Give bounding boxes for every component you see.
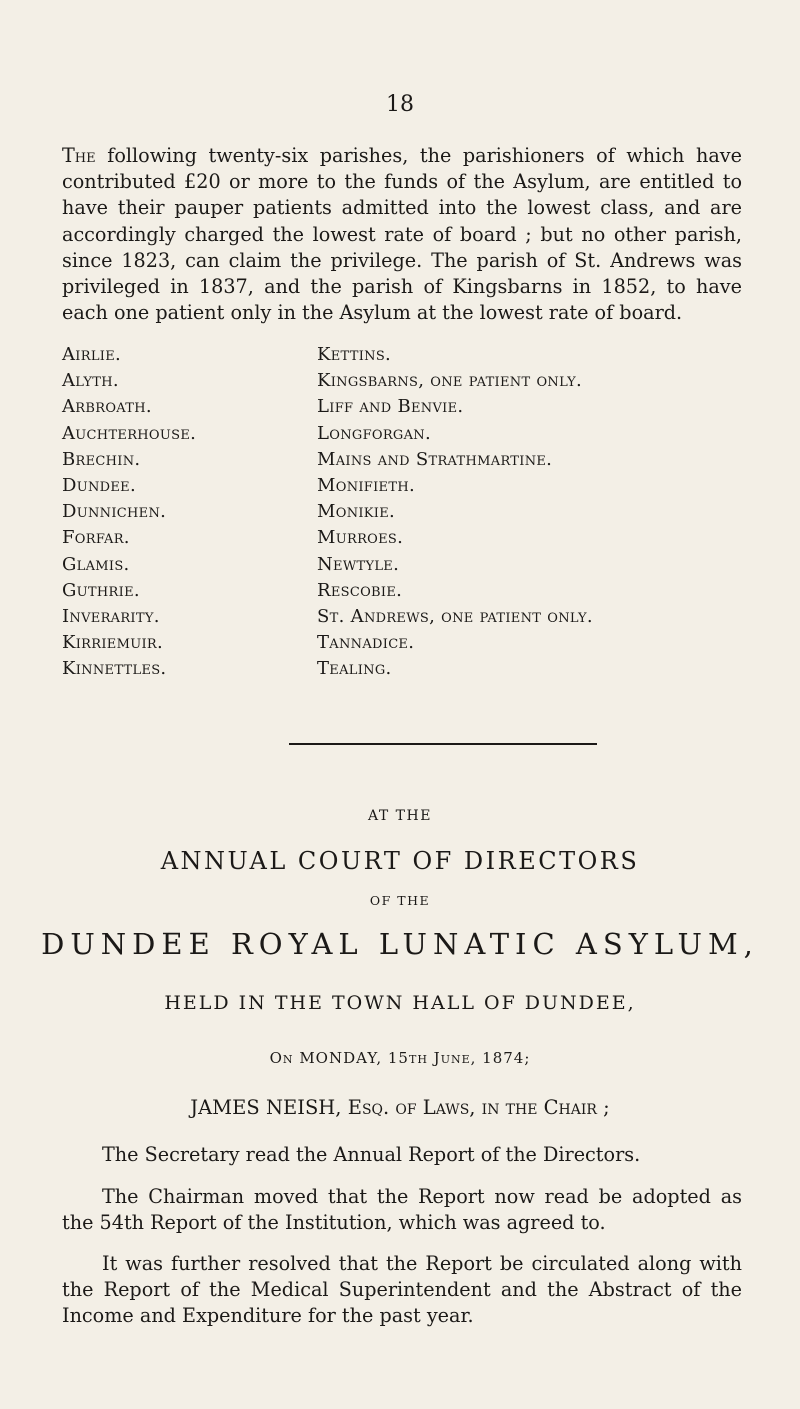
parish-item: Auchterhouse.: [62, 422, 197, 444]
intro-text: following twenty-six parishes, the parishioners of which have contributed £20 or more to the funds of the Asylum, are entitled to have their pauper patients admitted into the lowest class, and are accordingly charged the lowest rate of board ; but no other parish, since 1823, can claim the privilege. The parish of St. Andrews was privileged in 1837, and the parish of Kingsbarns in 1852, to have each one patient only in the Asylum at the lowest rate of board.: [62, 144, 742, 325]
heading-annual-court: ANNUAL COURT OF DIRECTORS: [160, 847, 640, 875]
date-prefix: On: [269, 1049, 294, 1067]
parish-column-left: [62, 342, 196, 683]
parish-item: Dundee.: [62, 475, 136, 497]
parish-item: Inverarity.: [62, 606, 160, 628]
chair-name: JAMES NEISH,: [190, 1096, 342, 1119]
minute-paragraph: The Chairman moved that the Report now read be adopted as the 54th Report of the Institution, which was agreed to.: [62, 1185, 742, 1235]
parish-item: Brechin.: [62, 448, 141, 470]
intro-lead-word: The: [62, 144, 96, 167]
page-number: 18: [386, 92, 414, 117]
heading-of-the: OF THE: [369, 893, 431, 908]
parish-column-right: [317, 342, 593, 683]
chair-title: Esq. of Laws, in the Chair ;: [347, 1096, 610, 1119]
date-rest: 15th June, 1874;: [387, 1049, 531, 1067]
minute-paragraph: It was further resolved that the Report be circulated along with the Report of the Medical Superintendent and the Abstract of the Income and Expenditure for the past year.: [62, 1252, 742, 1328]
parish-item: Tealing.: [317, 658, 392, 680]
parish-item: Tannadice.: [317, 632, 415, 654]
parish-item: Monikie.: [317, 501, 396, 523]
heading-asylum-name: DUNDEE ROYAL LUNATIC ASYLUM,: [41, 927, 759, 961]
parish-item: Rescobie.: [317, 579, 403, 601]
minute-paragraph: The Secretary read the Annual Report of the Directors.: [102, 1143, 641, 1166]
parish-item: Monifieth.: [317, 475, 415, 497]
parish-item: Newtyle.: [317, 553, 400, 575]
parish-item: Liff and Benvie.: [317, 396, 464, 418]
section-divider: [289, 743, 597, 745]
parish-item: Airlie.: [62, 344, 122, 365]
heading-meeting-place: HELD IN THE TOWN HALL OF DUNDEE,: [164, 992, 636, 1014]
meeting-date: [0, 1049, 800, 1067]
parish-item: Longforgan.: [317, 422, 432, 444]
date-day: MONDAY,: [299, 1049, 383, 1067]
parish-item: Arbroath.: [62, 396, 152, 418]
parish-item: Kinnettles.: [62, 658, 167, 680]
parish-item: Forfar.: [62, 527, 130, 549]
heading-at-the: AT THE: [368, 808, 432, 824]
intro-paragraph: [62, 143, 742, 326]
parish-item: Kingsbarns, one patient only.: [317, 370, 583, 392]
parish-item: Kettins.: [317, 344, 392, 365]
parish-item: Murroes.: [317, 527, 404, 549]
parish-item: Dunnichen.: [62, 501, 167, 523]
parish-item: Guthrie.: [62, 579, 140, 601]
parish-item: Mains and Strathmartine.: [317, 448, 553, 470]
parish-item: Kirriemuir.: [62, 632, 163, 654]
parish-item: Alyth.: [62, 370, 119, 392]
parish-item: Glamis.: [62, 553, 130, 575]
parish-item: St. Andrews, one patient only.: [317, 606, 593, 628]
meeting-chair: [0, 1096, 800, 1119]
